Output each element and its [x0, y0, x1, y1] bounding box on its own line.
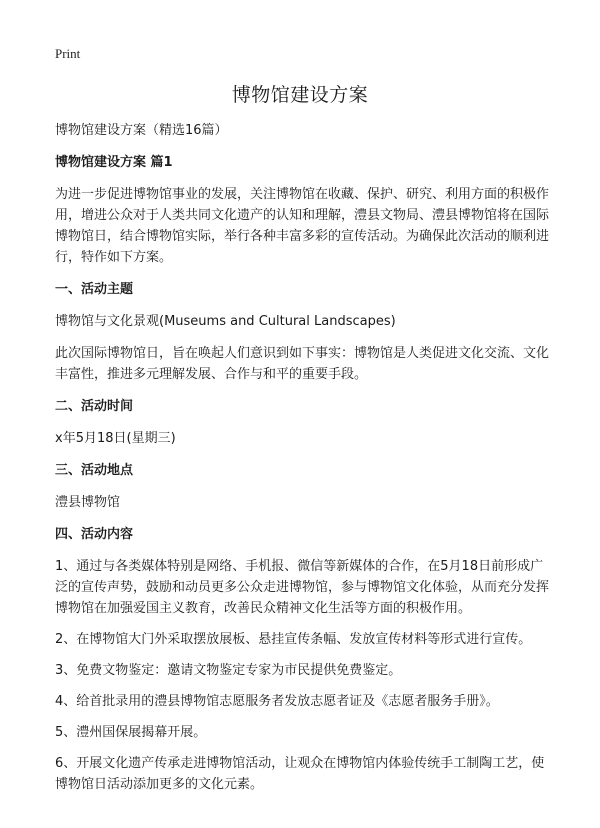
content-item-4: 4、给首批录用的澧县博物馆志愿服务者发放志愿者证及《志愿者服务手册》。 — [55, 694, 499, 709]
section-heading-place: 三、活动地点 — [55, 463, 134, 478]
section-heading-theme: 一、活动主题 — [55, 282, 134, 297]
content-item-5: 5、澧州国保展揭幕开展。 — [55, 725, 207, 740]
section-heading-time: 二、活动时间 — [55, 399, 134, 414]
content-item-6: 6、开展文化遗产传承走进博物馆活动，让观众在博物馆内体验传统手工制陶工艺，使博物馆日活动添加更多的文化元素。 — [55, 756, 545, 792]
content-item-1: 1、通过与各类媒体特别是网络、手机报、微信等新媒体的合作，在5月18日前形成广泛的宣传声势，鼓励和动员更多公众走进博物馆，参与博物馆文化体验，从而充分发挥博物馆在加强爱国主义教育，改善民众精神文化生活等方面的积极作用。 — [55, 559, 550, 616]
theme-paragraph: 此次国际博物馆日，旨在唤起人们意识到如下事实：博物馆是人类促进文化交流、文化丰富性，推进多元理解发展、合作与和平的重要手段。 — [55, 346, 550, 382]
page-title: 博物馆建设方案 — [231, 84, 369, 106]
document-body — [55, 120, 550, 805]
intro-paragraph: 为进一步促进博物馆事业的发展，关注博物馆在收藏、保护、研究、利用方面的积极作用，增进公众对于人类共同文化遗产的认知和理解，澧县文物局、澧县博物馆将在国际博物馆日，结合博物馆实际，举行各种丰富多彩的宣传活动。为确保此次活动的顺利进行，特作如下方案。 — [55, 187, 550, 265]
theme-title: 博物馆与文化景观(Museums and Cultural Landscapes) — [55, 314, 396, 329]
article-heading: 博物馆建设方案 篇1 — [55, 155, 173, 170]
time-text: x年5月18日(星期三) — [55, 431, 176, 446]
document-subtitle: 博物馆建设方案（精选16篇） — [55, 123, 228, 138]
place-text: 澧县博物馆 — [55, 495, 121, 510]
print-link[interactable]: Print — [55, 46, 81, 61]
content-item-2: 2、在博物馆大门外采取摆放展板、悬挂宣传条幅、发放宣传材料等形式进行宣传。 — [55, 632, 532, 647]
content-item-3: 3、免费文物鉴定：邀请文物鉴定专家为市民提供免费鉴定。 — [55, 663, 402, 678]
section-heading-content: 四、活动内容 — [55, 527, 134, 542]
